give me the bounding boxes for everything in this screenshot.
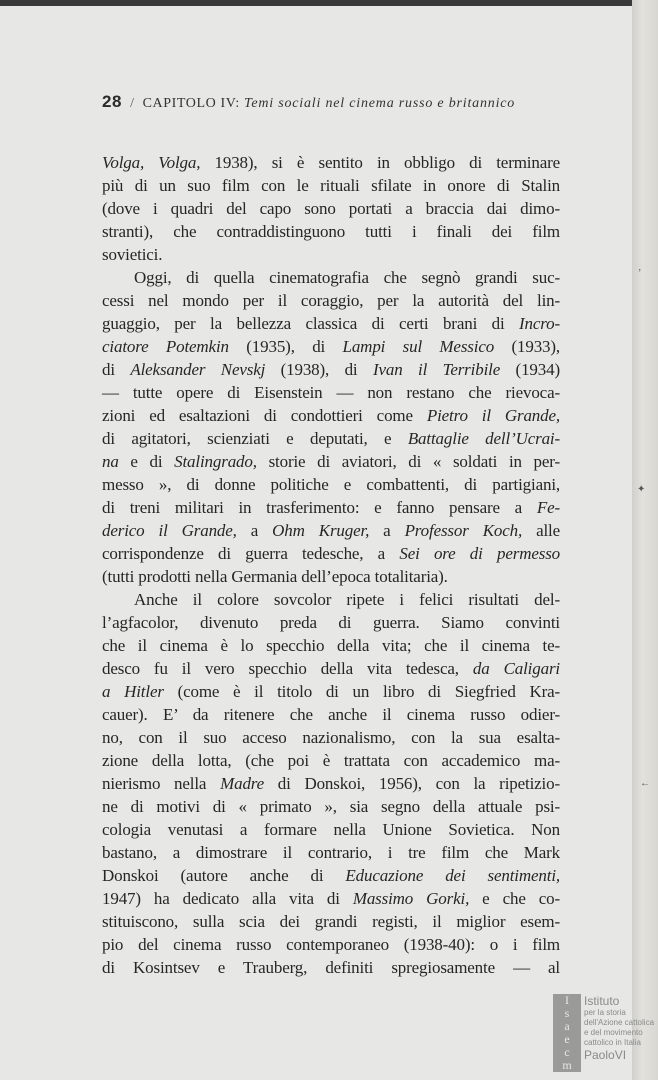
text-line xyxy=(102,657,560,680)
text-line xyxy=(102,910,560,933)
text-segment: 1938), si è sentito in obbligo di terminare xyxy=(200,153,560,172)
watermark-text xyxy=(584,994,658,1062)
text-segment: cologia venutasi a formare nella Unione Sovietica. Non xyxy=(102,820,560,839)
italic-title: Volga, Volga, xyxy=(102,153,201,172)
text-line xyxy=(102,956,560,979)
text-segment: zione della lotta, (che poi è trattata con accademico ma- xyxy=(102,751,560,770)
text-segment: corrispondenze di guerra tedesche, a xyxy=(102,544,400,563)
text-segment: (1938), di xyxy=(265,360,373,379)
watermark-letter: a xyxy=(564,1020,570,1033)
page-edge xyxy=(632,0,658,1080)
text-segment: di Donskoi, 1956), con la ripetizio- xyxy=(264,774,560,793)
watermark-logo xyxy=(553,994,581,1072)
text-segment: storie di aviatori, di « soldati in per- xyxy=(256,452,560,471)
text-segment: guaggio, per la bellezza classica di certi brani di xyxy=(102,314,520,333)
text-segment: (1934) xyxy=(500,360,560,379)
italic-title: Educazione dei sentimenti, xyxy=(345,866,560,885)
text-line xyxy=(102,864,560,887)
text-line xyxy=(102,703,560,726)
margin-mark: ← xyxy=(640,778,650,789)
text-line xyxy=(102,611,560,634)
italic-title: Ohm Kruger, xyxy=(272,521,370,540)
text-segment: che il cinema è lo specchio della vita; che il cinema te- xyxy=(102,636,560,655)
italic-title: na xyxy=(102,452,119,471)
italic-title: Sei ore di permesso xyxy=(399,544,561,563)
text-segment: stituiscono, sulla scia dei grandi registi, il miglior esem- xyxy=(102,912,560,931)
text-line xyxy=(102,312,560,335)
text-segment: e che co- xyxy=(469,889,560,908)
watermark-line: PaoloVI xyxy=(584,1048,627,1062)
italic-title: Stalingrado, xyxy=(174,452,257,471)
italic-title: Pietro il Grande, xyxy=(426,406,560,425)
chapter-title: Temi sociali nel cinema russo e britannico xyxy=(244,96,516,111)
watermark-letter: s xyxy=(564,1007,570,1020)
text-segment: l’agfacolor, divenuto preda di guerra. Siamo convinti xyxy=(102,613,560,632)
text-segment: cauer). E’ da ritenere che anche il cinema russo odier- xyxy=(102,705,560,724)
text-segment: Anche il colore sovcolor ripete i felici risultati del- xyxy=(134,590,560,609)
watermark-letter: m xyxy=(562,1059,572,1072)
watermark-letter: e xyxy=(564,1033,570,1046)
italic-title: Aleksander Nevskj xyxy=(130,360,266,379)
text-segment: di xyxy=(102,360,131,379)
italic-title: Ivan il Terribile xyxy=(372,360,501,379)
text-line xyxy=(102,749,560,772)
italic-title: a Hitler xyxy=(102,682,164,701)
watermark-letter: c xyxy=(564,1046,570,1059)
header-separator: / xyxy=(130,96,135,111)
text-line xyxy=(102,427,560,450)
text-line xyxy=(102,335,560,358)
body-text xyxy=(102,151,560,979)
text-line xyxy=(102,450,560,473)
text-line xyxy=(102,473,560,496)
text-line xyxy=(102,933,560,956)
italic-title: Fe- xyxy=(536,498,560,517)
watermark-letter: I xyxy=(565,994,569,1007)
watermark-line: dell'Azione cattolica xyxy=(584,1018,655,1027)
italic-title: Madre xyxy=(220,774,265,793)
text-segment: zioni ed esaltazioni di condottieri come xyxy=(102,406,427,425)
text-segment: Oggi, di quella cinematografia che segnò grandi suc- xyxy=(134,268,560,287)
chapter-label: CAPITOLO IV: xyxy=(142,96,240,111)
margin-mark: ʼ xyxy=(638,268,642,279)
text-segment: ne di motivi di « primato », sia segno della attuale psi- xyxy=(102,797,560,816)
text-segment: di treni militari in trasferimento: e fanno pensare a xyxy=(102,498,537,517)
text-segment: a xyxy=(369,521,405,540)
text-line xyxy=(102,174,560,197)
text-segment: Donskoi (autore anche di xyxy=(102,866,346,885)
text-line xyxy=(102,588,560,611)
text-line xyxy=(102,519,560,542)
text-line xyxy=(102,289,560,312)
italic-title: Professor Koch, xyxy=(404,521,523,540)
text-segment: di agitatori, scienziati e deputati, e xyxy=(102,429,408,448)
text-line xyxy=(102,795,560,818)
text-segment: messo », di donne politiche e combattenti, di partigiani, xyxy=(102,475,560,494)
text-line xyxy=(102,243,560,266)
text-segment: (tutti prodotti nella Germania dell’epoca totalitaria). xyxy=(102,567,448,586)
text-segment: bastano, a dimostrare il contrario, i tre film che Mark xyxy=(102,843,560,862)
text-line xyxy=(102,220,560,243)
text-line xyxy=(102,542,560,565)
watermark-line: Istituto xyxy=(584,994,620,1008)
italic-title: Incro- xyxy=(519,314,560,333)
text-segment: (dove i quadri del capo sono portati a braccia dai dimo- xyxy=(102,199,560,218)
page-number: 28 xyxy=(102,92,123,111)
text-line xyxy=(102,772,560,795)
text-line xyxy=(102,404,560,427)
text-segment: a xyxy=(236,521,273,540)
text-line xyxy=(102,197,560,220)
text-segment: sovietici. xyxy=(102,245,163,264)
text-segment: — tutte opere di Eisenstein — non restano che rievoca- xyxy=(102,383,560,402)
italic-title: da Caligari xyxy=(472,659,560,678)
text-line xyxy=(102,358,560,381)
text-line xyxy=(102,634,560,657)
text-line xyxy=(102,841,560,864)
text-segment: cessi nel mondo per il coraggio, per la autorità del lin- xyxy=(102,291,560,310)
text-segment: più di un suo film con le rituali sfilate in onore di Stalin xyxy=(102,176,560,195)
text-segment: desco fu il vero specchio della vita tedesca, xyxy=(102,659,473,678)
text-segment: 1947) ha dedicato alla vita di xyxy=(102,889,353,908)
watermark-line: e del movimento xyxy=(584,1028,643,1037)
italic-title: ciatore Potemkin xyxy=(102,337,229,356)
text-line xyxy=(102,381,560,404)
text-segment: pio del cinema russo contemporaneo (1938-40): o i film xyxy=(102,935,560,954)
text-segment: nierismo nella xyxy=(102,774,221,793)
text-segment: (come è il titolo di un libro di Siegfried Kra- xyxy=(163,682,560,701)
text-line xyxy=(102,680,560,703)
text-line xyxy=(102,151,560,174)
text-segment: e di xyxy=(118,452,175,471)
italic-title: derico il Grande, xyxy=(102,521,237,540)
text-segment: (1935), di xyxy=(228,337,343,356)
text-segment: di Kosintsev e Trauberg, definiti spregiosamente — al xyxy=(102,958,560,977)
text-segment: no, con il suo acceso nazionalismo, con la sua esalta- xyxy=(102,728,560,747)
italic-title: Battaglie dell’Ucrai- xyxy=(407,429,561,448)
text-segment: stranti), che contraddistinguono tutti i finali dei film xyxy=(102,222,560,241)
text-line xyxy=(102,565,560,588)
text-segment: alle xyxy=(522,521,561,540)
text-line xyxy=(102,726,560,749)
italic-title: Massimo Gorki, xyxy=(352,889,470,908)
watermark-line: cattolico in Italia xyxy=(584,1038,641,1047)
text-line xyxy=(102,818,560,841)
text-line xyxy=(102,266,560,289)
text-segment: (1933), xyxy=(494,337,561,356)
running-header xyxy=(102,92,515,112)
margin-mark: ✦ xyxy=(637,484,646,495)
watermark-line: per la storia xyxy=(584,1008,626,1017)
italic-title: Lampi sul Messico xyxy=(342,337,495,356)
text-line xyxy=(102,887,560,910)
text-line xyxy=(102,496,560,519)
